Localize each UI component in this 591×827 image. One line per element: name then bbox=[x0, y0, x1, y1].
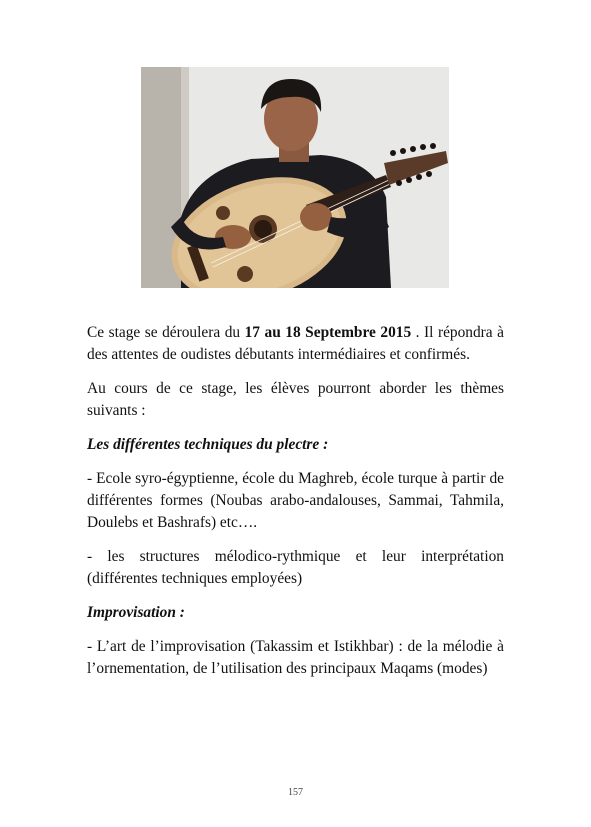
themes-intro-paragraph: Au cours de ce stage, les élèves pourront aborder les thèmes suivants : bbox=[87, 380, 504, 419]
article-text bbox=[87, 322, 504, 692]
oud-player-photo bbox=[141, 67, 449, 288]
stage-dates: 17 au 18 Septembre 2015 bbox=[244, 324, 412, 341]
list-item: - les structures mélodico-rythmique et leur interprétation (différentes techniques employées) bbox=[87, 548, 504, 587]
intro-paragraph bbox=[87, 322, 504, 366]
intro-text-start: Ce stage se déroulera du bbox=[87, 324, 245, 341]
intro-text-end: . Il répondra à des attentes de oudistes débutants intermédiaires et confirmés. bbox=[87, 324, 504, 363]
list-item: - L’art de l’improvisation (Takassim et Istikhbar) : de la mélodie à l’ornementation, de l’utilisation des principaux Maqams (modes) bbox=[87, 638, 504, 677]
improvisation-heading: Improvisation : bbox=[87, 604, 185, 621]
page-number: 157 bbox=[288, 787, 303, 798]
plectre-heading: Les différentes techniques du plectre : bbox=[87, 436, 329, 453]
list-item: - Ecole syro-égyptienne, école du Maghreb, école turque à partir de différentes formes (Noubas arabo-andalouses, Sammai, Tahmila, Doulebs et Bashrafs) etc…. bbox=[87, 470, 504, 531]
